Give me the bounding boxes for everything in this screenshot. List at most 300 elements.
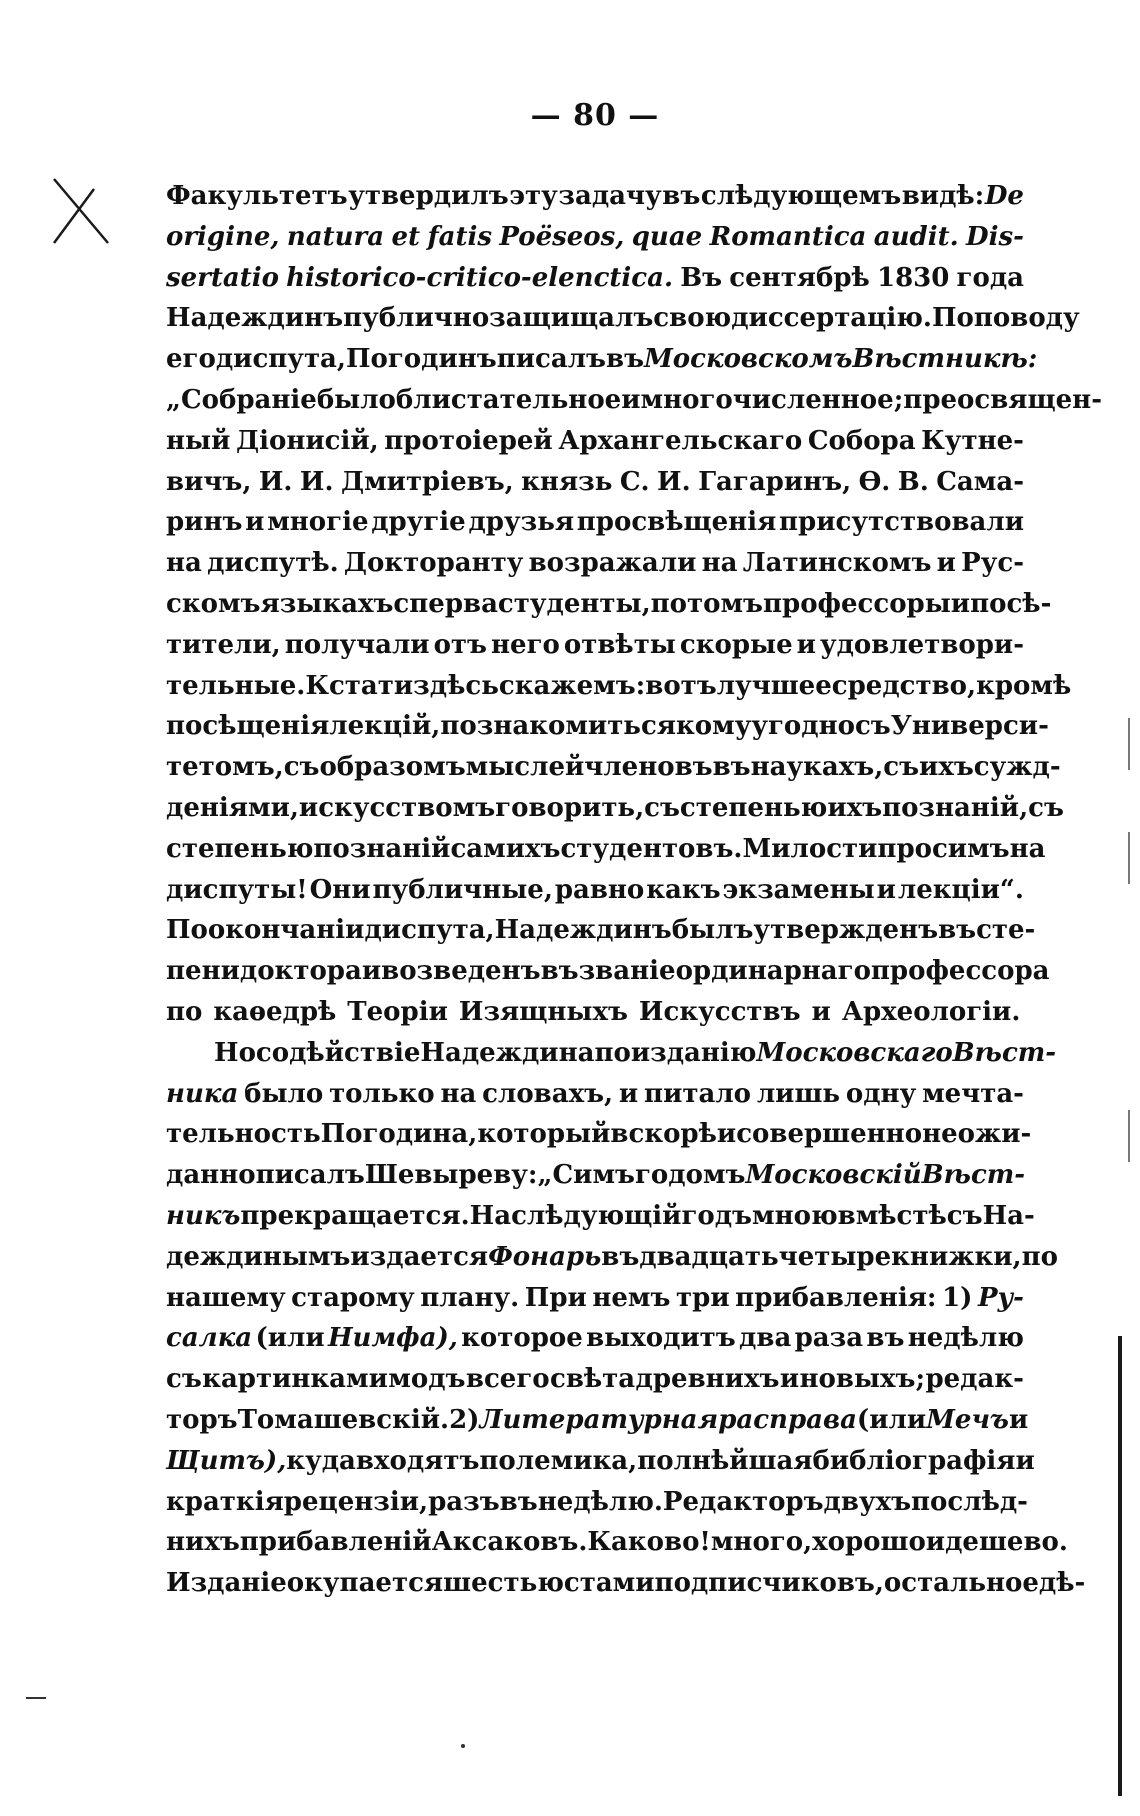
- word: совершенно: [736, 1119, 923, 1150]
- word: полемика,: [479, 1445, 638, 1476]
- page-edge-mark: [1128, 832, 1130, 884]
- word: скажемъ:: [498, 670, 646, 701]
- word: И.: [299, 466, 334, 497]
- word: возведенъ: [381, 956, 541, 987]
- word: краткія: [166, 1486, 284, 1517]
- word: средство,: [831, 670, 977, 701]
- word: В.: [897, 466, 929, 497]
- word: диссертацію.: [731, 303, 932, 334]
- word: полнѣйшая: [637, 1445, 813, 1476]
- word: утвержденъ: [753, 915, 939, 946]
- word: Архангельскаго: [558, 425, 803, 456]
- word: ихъ: [919, 752, 974, 783]
- word: салка: [166, 1323, 253, 1354]
- word: въ: [712, 752, 751, 783]
- word: который: [477, 1119, 611, 1150]
- word: и: [950, 588, 971, 619]
- text-line: [166, 1278, 1024, 1319]
- text-line: [166, 788, 1064, 829]
- word: лучшее: [716, 670, 832, 701]
- word: Вѣст-: [952, 1037, 1057, 1068]
- word: съ: [946, 1200, 983, 1231]
- word: свою: [653, 303, 732, 334]
- word: Нимфа),: [327, 1323, 458, 1354]
- word: многочисленное;: [640, 384, 904, 415]
- word: съ: [166, 1364, 202, 1395]
- word: редак-: [925, 1364, 1024, 1395]
- word: сперва: [393, 588, 498, 619]
- word: питало: [644, 1078, 751, 1109]
- text-line: [166, 1563, 1086, 1604]
- text-line: [166, 1237, 1058, 1278]
- word: древнихъ: [635, 1364, 780, 1395]
- word: Гагаринъ,: [698, 466, 852, 497]
- word: прибавленій: [239, 1527, 432, 1558]
- text-line: [166, 502, 1024, 543]
- word: Погодинъ: [345, 344, 497, 375]
- page-edge-mark: [1128, 1110, 1130, 1162]
- word: пени: [166, 956, 240, 987]
- word: данно: [166, 1160, 256, 1191]
- word: вмѣстѣ: [837, 1200, 947, 1231]
- word: лишь: [756, 1078, 841, 1109]
- word: профессора: [870, 956, 1050, 987]
- word: говорить,: [495, 792, 645, 823]
- word: съ: [283, 752, 320, 783]
- word: и: [361, 956, 382, 987]
- word: просвѣщенія: [576, 507, 777, 538]
- word: 2): [449, 1404, 480, 1435]
- word: публичные,: [372, 874, 553, 905]
- text-line: [166, 1033, 1057, 1074]
- word: языкахъ: [260, 588, 394, 619]
- word: „Симъ: [537, 1160, 635, 1191]
- word: лекціи“.: [897, 874, 1024, 905]
- word: немъ: [592, 1282, 671, 1313]
- word: и: [621, 384, 641, 415]
- word: на: [440, 1078, 477, 1109]
- word: Погодина,: [320, 1119, 478, 1150]
- word: диспута,: [215, 344, 346, 375]
- word: скомъ: [166, 588, 261, 619]
- word: многіе: [267, 507, 369, 538]
- word: свѣта: [550, 1364, 636, 1395]
- word: содѣйствіе: [255, 1037, 421, 1068]
- word: новыхъ;: [799, 1364, 926, 1395]
- word: расправа: [718, 1404, 857, 1435]
- word: въ: [938, 915, 977, 946]
- word: sertatio: [166, 262, 279, 293]
- word: По: [166, 915, 208, 946]
- word: ный: [166, 425, 231, 456]
- word: видѣ:: [901, 181, 985, 211]
- word: вотъ: [645, 670, 717, 701]
- word: въ: [540, 956, 579, 987]
- word: утвердилъ: [348, 181, 509, 211]
- word: доктора: [239, 956, 362, 987]
- word: Ру-: [978, 1282, 1024, 1313]
- word: изданію: [630, 1037, 757, 1068]
- word: отвѣты: [563, 629, 676, 660]
- word: Дмитріевъ,: [340, 466, 514, 497]
- word: торъ: [166, 1404, 238, 1435]
- word: степенью: [679, 792, 828, 823]
- word: Изданіе: [166, 1568, 287, 1599]
- text-line: [166, 951, 1050, 992]
- word: нихъ: [166, 1527, 240, 1558]
- word: Собора: [807, 425, 916, 456]
- word: библіографія: [812, 1445, 1016, 1476]
- word: И.: [258, 466, 293, 497]
- text-line: [166, 1318, 1024, 1359]
- word: С.: [619, 466, 650, 497]
- word: модъ: [388, 1364, 466, 1395]
- word: преосвящен-: [903, 384, 1102, 415]
- word: деніями,: [166, 792, 299, 823]
- text-line: [166, 1522, 1068, 1563]
- word: Надеждина: [420, 1037, 595, 1068]
- text-line: [166, 625, 1024, 666]
- word: тители,: [166, 629, 281, 660]
- word: по: [166, 996, 203, 1027]
- word: окончаніи: [207, 915, 365, 946]
- word: съ: [1028, 792, 1064, 823]
- word: Кутне-: [921, 425, 1024, 456]
- word: протоіерей: [384, 425, 553, 456]
- word: былъ: [671, 915, 754, 946]
- word: съ: [644, 792, 680, 823]
- word: получали: [284, 629, 430, 660]
- word: и: [716, 1119, 737, 1150]
- word: князь: [521, 466, 613, 497]
- word: Томашевскій.: [237, 1404, 450, 1435]
- text-line: [166, 421, 1024, 462]
- word: диспуты!: [166, 874, 308, 905]
- word: по: [1021, 1241, 1058, 1272]
- text-line: [166, 1400, 1029, 1441]
- word: Каково!: [587, 1527, 711, 1558]
- word: въ: [606, 344, 645, 375]
- word: его: [166, 344, 216, 375]
- word: потомъ: [650, 588, 763, 619]
- word: Литературная: [479, 1404, 719, 1435]
- margin-dash: [26, 1697, 46, 1699]
- word: fatis: [427, 221, 492, 252]
- word: Сама-: [936, 466, 1024, 497]
- word: прибавленія:: [735, 1282, 937, 1313]
- word: Щитъ),: [166, 1445, 287, 1476]
- word: Археологіи.: [841, 996, 1021, 1027]
- word: сентябрѣ: [729, 262, 870, 293]
- word: мечта-: [922, 1078, 1024, 1109]
- word: вичъ,: [166, 466, 252, 497]
- word: эту: [509, 181, 558, 211]
- word: много,: [710, 1527, 813, 1558]
- word: посѣщенія: [166, 711, 330, 742]
- word: et: [391, 221, 421, 252]
- x-mark-icon: [50, 175, 112, 247]
- word: Докторанту: [343, 548, 524, 579]
- ink-dot: [461, 1744, 465, 1748]
- text-line: [166, 1196, 1035, 1237]
- word: наукахъ,: [750, 752, 884, 783]
- word: плану.: [420, 1282, 520, 1313]
- word: званіе: [578, 956, 676, 987]
- word: рецензіи,: [283, 1486, 429, 1517]
- word: Romantica: [709, 221, 867, 252]
- word: искусствомъ: [298, 792, 496, 823]
- text-line: [166, 829, 1046, 870]
- word: посѣ-: [970, 588, 1052, 619]
- word: Dis-: [966, 221, 1024, 252]
- word: Poëseos,: [499, 221, 625, 252]
- text-line: [166, 666, 1072, 707]
- word: возражали: [528, 548, 697, 579]
- word: Московскій: [745, 1160, 922, 1191]
- word: сужд-: [973, 752, 1061, 783]
- word: друзья: [468, 507, 575, 538]
- word: недѣлю: [907, 1323, 1024, 1354]
- word: вскорѣ: [610, 1119, 717, 1150]
- word: и: [811, 996, 831, 1027]
- word: неожи-: [922, 1119, 1032, 1150]
- word: и: [876, 874, 896, 905]
- word: Они: [309, 874, 371, 905]
- text-line: [166, 992, 1024, 1033]
- word: тельные.: [166, 670, 306, 701]
- word: картинками: [202, 1364, 388, 1395]
- word: диспутѣ.: [207, 548, 339, 579]
- word: защищалъ: [489, 303, 654, 334]
- text-line: [166, 1114, 1032, 1155]
- word: издается: [350, 1241, 489, 1272]
- word: мною: [752, 1200, 838, 1231]
- word: года: [956, 262, 1024, 293]
- word: Фонарь: [488, 1241, 602, 1272]
- word: 1830: [877, 262, 950, 293]
- word: окупается: [286, 1568, 444, 1599]
- word: слѣдующемъ: [700, 181, 902, 211]
- word: профессоры: [763, 588, 951, 619]
- word: всего: [465, 1364, 550, 1395]
- word: quae: [631, 221, 703, 252]
- page-edge-shadow: [1118, 1336, 1122, 1796]
- word: удовлетвори-: [819, 629, 1024, 660]
- word: лекцій,: [329, 711, 441, 742]
- word: При: [524, 1282, 587, 1313]
- word: мыслей: [465, 752, 585, 783]
- word: нашему: [166, 1282, 286, 1313]
- word: Рус-: [961, 548, 1024, 579]
- word: Искусствъ: [638, 996, 801, 1027]
- word: входятъ: [355, 1445, 480, 1476]
- word: членовъ: [584, 752, 713, 783]
- word: старому: [291, 1282, 415, 1313]
- word: Вѣстникѣ:: [852, 344, 1038, 375]
- word: Мечъ: [926, 1404, 1009, 1435]
- word: въ: [866, 1323, 905, 1354]
- word: Но: [214, 1037, 256, 1068]
- word: раза: [794, 1323, 864, 1354]
- word: писалъ: [496, 344, 607, 375]
- word: Московскомъ: [644, 344, 853, 375]
- word: Московскаго: [756, 1037, 953, 1068]
- word: выходитъ: [586, 1323, 736, 1354]
- text-line: [166, 339, 1038, 380]
- word: Ѳ.: [858, 466, 891, 497]
- word: Кстати: [305, 670, 414, 701]
- word: Изящныхъ: [458, 996, 628, 1027]
- word: куда: [286, 1445, 356, 1476]
- word: и: [1015, 1445, 1035, 1476]
- word: стами: [563, 1568, 655, 1599]
- page-number: — 80 —: [530, 98, 660, 133]
- word: Надеждинъ: [166, 303, 344, 334]
- text-line: [166, 1441, 1035, 1482]
- word: и: [796, 629, 816, 660]
- word: присутствовали: [779, 507, 1024, 538]
- word: на: [701, 548, 738, 579]
- word: ихъ: [827, 792, 883, 823]
- word: Факультетъ: [166, 181, 348, 211]
- word: три: [676, 1282, 730, 1313]
- text-line: [166, 1155, 1024, 1196]
- word: познаній,: [882, 792, 1029, 823]
- word: На-: [982, 1200, 1035, 1231]
- text-line: [166, 217, 1024, 258]
- word: было: [244, 1078, 324, 1109]
- text-line: [166, 258, 1024, 299]
- word: недѣлю.: [537, 1486, 663, 1517]
- word: здѣсь: [413, 670, 499, 701]
- word: степенью: [166, 833, 314, 864]
- text-line: [166, 1074, 1024, 1115]
- word: публично: [343, 303, 490, 334]
- text-line: [166, 870, 1024, 911]
- text-line: [166, 462, 1024, 503]
- body-text: [166, 176, 1102, 1604]
- word: и: [1008, 1404, 1029, 1435]
- word: шестью: [443, 1568, 564, 1599]
- word: (или: [856, 1404, 927, 1435]
- word: годомъ: [635, 1160, 746, 1191]
- word: блистательное: [395, 384, 622, 415]
- word: И.: [657, 466, 691, 497]
- word: студенты,: [497, 588, 651, 619]
- text-line: [166, 298, 1080, 339]
- word: Теоріи: [347, 996, 448, 1027]
- word: другіе: [371, 507, 466, 538]
- word: него: [491, 629, 560, 660]
- word: на: [1009, 833, 1046, 864]
- word: на: [166, 548, 202, 579]
- word: угодно: [751, 711, 855, 742]
- text-line: [166, 543, 1024, 584]
- word: и: [925, 1527, 946, 1558]
- word: тельность: [166, 1119, 321, 1150]
- word: Латинскомъ: [742, 548, 932, 579]
- word: четыре: [778, 1241, 892, 1272]
- word: Въ: [680, 262, 723, 293]
- word: audit.: [873, 221, 959, 252]
- word: Діонисій,: [235, 425, 379, 456]
- word: ринъ: [166, 507, 243, 538]
- word: съ: [883, 752, 920, 783]
- word: только: [329, 1078, 435, 1109]
- word: познакомиться: [440, 711, 676, 742]
- word: которое: [461, 1323, 583, 1354]
- word: ординарнаго: [675, 956, 871, 987]
- word: дѣ-: [1038, 1568, 1086, 1599]
- word: писалъ: [255, 1160, 365, 1191]
- page-edge-mark: [1128, 718, 1130, 770]
- word: historico-critico-elenctica.: [286, 262, 674, 293]
- text-line: [166, 1482, 1028, 1523]
- word: въ: [662, 181, 701, 211]
- word: На: [469, 1200, 512, 1231]
- word: по: [594, 1037, 631, 1068]
- word: диспута,: [364, 915, 495, 946]
- word: хорошо: [812, 1527, 926, 1558]
- word: просимъ: [877, 833, 1010, 864]
- word: одну: [845, 1078, 917, 1109]
- word: Вѣст-: [921, 1160, 1026, 1191]
- word: дешево.: [945, 1527, 1068, 1558]
- word: Редакторъ: [662, 1486, 824, 1517]
- word: экзамены: [722, 874, 875, 905]
- word: слѣдующій: [511, 1200, 682, 1231]
- word: и: [779, 1364, 800, 1395]
- text-line: [166, 380, 1102, 421]
- word: каѳедрѣ: [213, 996, 337, 1027]
- word: поводу: [973, 303, 1080, 334]
- word: и: [245, 507, 265, 538]
- word: и: [936, 548, 956, 579]
- word: образомъ: [319, 752, 466, 783]
- word: равно: [554, 874, 645, 905]
- text-line: [166, 1359, 1024, 1400]
- word: подписчиковъ,: [654, 1568, 884, 1599]
- word: деждинымъ: [166, 1241, 351, 1272]
- word: остальное: [883, 1568, 1039, 1599]
- word: origine,: [166, 221, 280, 252]
- word: двадцать: [639, 1241, 779, 1272]
- word: „Собраніе: [166, 384, 317, 415]
- word: natura: [286, 221, 385, 252]
- word: два: [739, 1323, 792, 1354]
- text-line: [166, 747, 1061, 788]
- word: задачу: [558, 181, 662, 211]
- word: Милости: [742, 833, 878, 864]
- text-line: [166, 176, 1024, 217]
- word: было: [316, 384, 396, 415]
- word: и: [618, 1078, 639, 1109]
- word: Шевыреву:: [364, 1160, 538, 1191]
- word: словахъ,: [482, 1078, 614, 1109]
- word: сте-: [976, 915, 1036, 946]
- word: разъ: [428, 1486, 500, 1517]
- word: книжки,: [891, 1241, 1022, 1272]
- text-line: [166, 910, 1036, 951]
- word: познаній: [313, 833, 451, 864]
- word: самихъ: [450, 833, 561, 864]
- word: отъ: [433, 629, 487, 660]
- word: годъ: [681, 1200, 752, 1231]
- word: (или: [255, 1323, 325, 1354]
- word: скорые: [679, 629, 793, 660]
- word: тетомъ,: [166, 752, 284, 783]
- word: De: [984, 181, 1024, 211]
